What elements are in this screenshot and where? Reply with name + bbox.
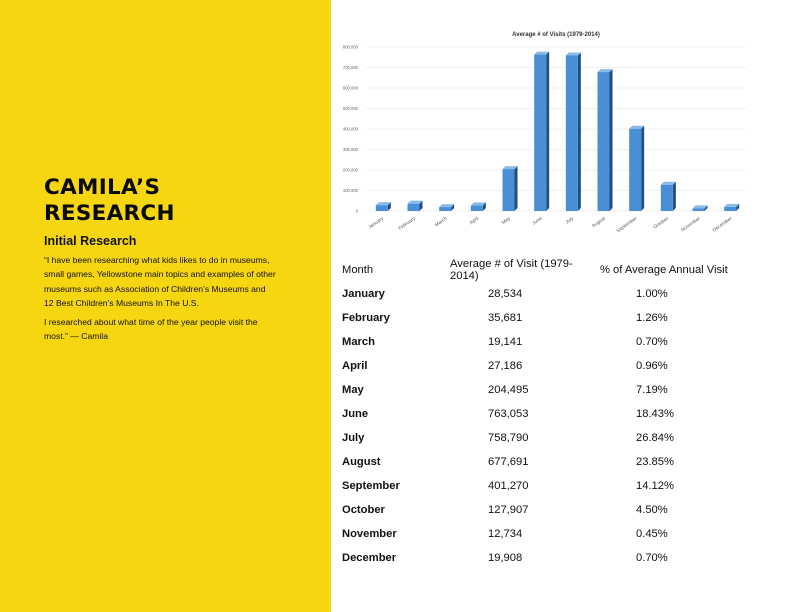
chart-title: Average # of Visits (1979-2014) <box>512 32 600 38</box>
x-tick-label: November <box>680 216 702 234</box>
row-month: February <box>342 312 390 324</box>
row-percent: 4.50% <box>636 504 668 516</box>
visits-bar-chart <box>336 27 756 252</box>
header-month: Month <box>342 264 374 276</box>
x-tick-label: March <box>434 216 449 229</box>
row-average-visits: 204,495 <box>488 384 529 396</box>
bar <box>724 207 736 211</box>
row-average-visits: 12,734 <box>488 528 523 540</box>
header-percent-annual: % of Average Annual Visit <box>600 264 728 276</box>
x-tick-label: October <box>653 216 670 231</box>
row-percent: 0.96% <box>636 360 668 372</box>
x-tick-label: July <box>565 216 575 226</box>
bar <box>534 55 546 211</box>
table-row <box>342 426 728 450</box>
x-tick-label: February <box>398 216 417 232</box>
row-average-visits: 758,790 <box>488 432 529 444</box>
table-row <box>342 474 728 498</box>
bar-side <box>673 182 676 211</box>
header-average-visits: Average # of Visit (1979-2014) <box>450 258 573 282</box>
bar <box>693 208 705 211</box>
row-month: November <box>342 528 397 540</box>
row-average-visits: 763,053 <box>488 408 529 420</box>
x-tick-label: August <box>591 216 607 230</box>
row-month: May <box>342 384 364 396</box>
quote-paragraph-1: “I have been researching what kids likes to do in museums, small games, Yellowstone main topics and examples of other museums such as Association of Children’s Museums and 12 Best Children’s Museums In The U.S. <box>44 255 276 308</box>
table-row <box>342 330 728 354</box>
bar <box>598 72 610 211</box>
y-tick-label: 400,000 <box>342 126 358 132</box>
y-tick-label: 200,000 <box>342 167 358 173</box>
row-average-visits: 35,681 <box>488 312 523 324</box>
row-percent: 23.85% <box>636 456 674 468</box>
row-month: January <box>342 288 385 300</box>
bar <box>629 129 641 211</box>
y-tick-label: 300,000 <box>342 147 358 152</box>
row-average-visits: 677,691 <box>488 456 529 468</box>
row-average-visits: 19,141 <box>488 336 523 348</box>
bar <box>661 185 673 211</box>
quote-paragraph-2: I researched about what time of the year people visit the most.” — Camila <box>44 317 258 342</box>
bar <box>566 55 578 211</box>
x-tick-label: June <box>531 216 544 227</box>
bar-side <box>515 166 518 211</box>
row-month: October <box>342 504 385 516</box>
table-row <box>342 282 728 306</box>
bar <box>408 204 420 211</box>
x-tick-label: December <box>712 216 734 234</box>
table-row <box>342 402 728 426</box>
row-average-visits: 27,186 <box>488 360 523 372</box>
visits-table <box>342 258 728 570</box>
row-percent: 18.43% <box>636 408 674 420</box>
row-month: December <box>342 552 397 564</box>
research-quote <box>44 253 276 349</box>
row-month: June <box>342 408 369 420</box>
section-subtitle: Initial Research <box>44 234 137 248</box>
bar-side <box>546 52 549 211</box>
table-row <box>342 498 728 522</box>
row-percent: 14.12% <box>636 480 674 492</box>
x-tick-label: May <box>501 216 512 226</box>
page-title <box>44 175 175 227</box>
bar <box>503 169 515 211</box>
row-percent: 0.70% <box>636 336 668 348</box>
bar-side <box>641 126 644 211</box>
row-average-visits: 28,534 <box>488 288 523 300</box>
row-percent: 1.26% <box>636 312 668 324</box>
table-header-row <box>342 258 728 282</box>
row-month: July <box>342 432 365 444</box>
y-tick-label: 700,000 <box>342 65 358 70</box>
table-row <box>342 522 728 546</box>
page-title-line2: RESEARCH <box>44 201 175 226</box>
y-tick-label: 0 <box>355 208 358 214</box>
table-row <box>342 378 728 402</box>
row-month: March <box>342 336 375 348</box>
bar-side <box>578 52 581 211</box>
row-month: April <box>342 360 368 372</box>
y-tick-label: 600,000 <box>342 85 358 91</box>
table-row <box>342 450 728 474</box>
row-percent: 1.00% <box>636 288 668 300</box>
bar <box>471 205 483 211</box>
row-percent: 0.70% <box>636 552 668 564</box>
page-title-line1: CAMILA’S <box>44 175 161 200</box>
table-row <box>342 354 728 378</box>
y-tick-label: 500,000 <box>342 106 358 111</box>
row-average-visits: 127,907 <box>488 504 529 516</box>
row-percent: 7.19% <box>636 384 668 396</box>
y-tick-label: 800,000 <box>342 44 358 50</box>
x-tick-label: September <box>616 216 639 235</box>
table-row <box>342 306 728 330</box>
x-tick-label: April <box>469 216 480 227</box>
chart-svg <box>336 27 756 252</box>
table-row <box>342 546 728 570</box>
bar <box>376 205 388 211</box>
x-tick-label: January <box>368 216 385 231</box>
row-percent: 26.84% <box>636 432 674 444</box>
row-month: September <box>342 480 400 492</box>
row-percent: 0.45% <box>636 528 668 540</box>
row-month: August <box>342 456 381 468</box>
bar-side <box>610 69 613 211</box>
y-tick-label: 100,000 <box>342 188 358 193</box>
bar <box>439 207 451 211</box>
row-average-visits: 401,270 <box>488 480 529 492</box>
row-average-visits: 19,908 <box>488 552 523 564</box>
